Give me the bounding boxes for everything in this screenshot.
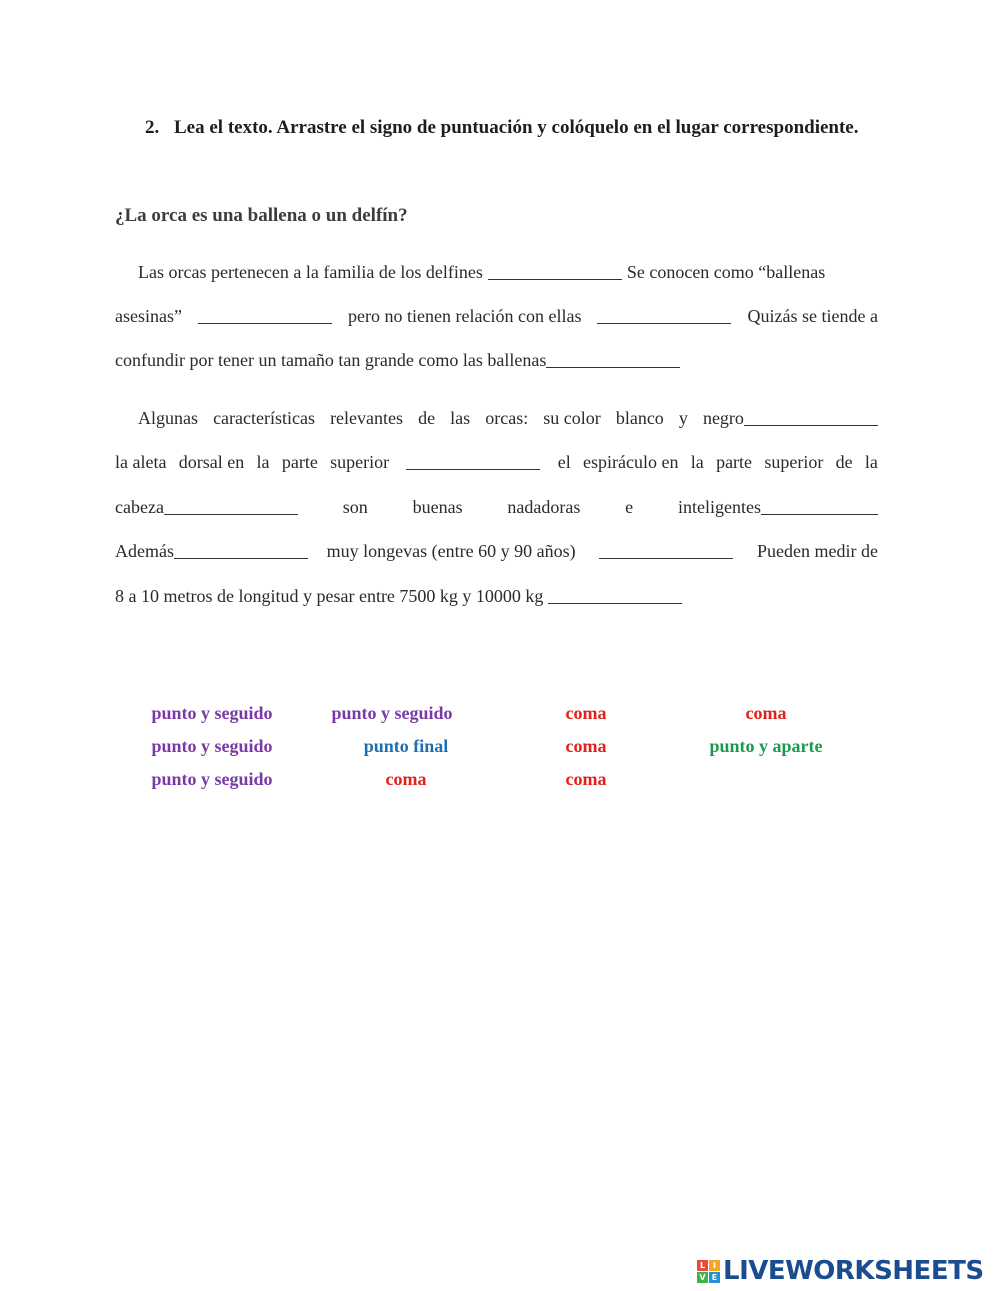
- p2-word: la: [864, 452, 878, 472]
- p2-word: Algunas: [138, 408, 198, 428]
- drag-item-coma[interactable]: coma: [565, 703, 607, 723]
- p2-word: su color: [543, 408, 601, 428]
- p2-word: la: [690, 452, 704, 472]
- p2-word: orcas:: [485, 408, 529, 428]
- p1-text: confundir por tener un tamaño tan grande como las ballenas: [115, 350, 547, 370]
- p2-word: superior: [764, 452, 824, 472]
- drag-item-punto-y-seguido[interactable]: punto y seguido: [151, 703, 273, 723]
- drop-blank[interactable]: [406, 468, 540, 470]
- badge-letter: E: [709, 1272, 720, 1283]
- p2-word: las: [450, 408, 471, 428]
- p2-text: 8 a 10 metros de longitud y pesar entre 7500 kg y 10000 kg: [115, 586, 544, 606]
- p2-word: buenas: [412, 497, 463, 517]
- p1-line-1: [115, 262, 878, 288]
- drop-blank[interactable]: [198, 322, 332, 324]
- drag-item-punto-y-seguido[interactable]: punto y seguido: [151, 769, 273, 789]
- live-badge-icon: [697, 1260, 720, 1283]
- p1-line-2: [115, 306, 878, 332]
- p2-word: negro: [702, 408, 744, 428]
- p2-word: la: [256, 452, 270, 472]
- drop-blank[interactable]: [164, 513, 298, 515]
- instruction: [145, 115, 880, 140]
- p2-word: la aleta: [115, 452, 167, 472]
- p2-word: cabeza: [115, 497, 164, 517]
- p1-text: pero no tienen relación con ellas: [348, 306, 582, 326]
- drop-blank[interactable]: [174, 557, 308, 559]
- p2-word: inteligentes: [677, 497, 761, 517]
- instruction-text: Lea el texto. Arrastre el signo de puntuación y colóquelo en el lugar correspondiente.: [174, 117, 859, 138]
- drag-item-punto-y-aparte[interactable]: punto y aparte: [709, 736, 823, 756]
- badge-letter: L: [697, 1260, 708, 1271]
- p2-line-4: [115, 541, 878, 567]
- p2-word: son: [342, 497, 368, 517]
- drag-item-coma[interactable]: coma: [745, 703, 787, 723]
- drop-blank[interactable]: [488, 278, 622, 280]
- p2-word: el: [557, 452, 571, 472]
- p2-word: relevantes: [330, 408, 404, 428]
- p2-word: y: [678, 408, 688, 428]
- badge-letter: V: [697, 1272, 708, 1283]
- p2-word: espiráculo en: [583, 452, 679, 472]
- p1-text: Las orcas pertenecen a la familia de los delfines: [138, 262, 483, 282]
- p2-word: e: [625, 497, 634, 517]
- p2-line-3: [115, 497, 878, 523]
- p2-word: características: [213, 408, 315, 428]
- logo-text: LIVEWORKSHEETS: [723, 1256, 984, 1286]
- drag-item-punto-y-seguido[interactable]: punto y seguido: [331, 703, 453, 723]
- p2-word: de: [418, 408, 436, 428]
- drop-blank[interactable]: [599, 557, 733, 559]
- drag-item-coma[interactable]: coma: [385, 769, 427, 789]
- p1-line-3: [115, 350, 878, 376]
- p2-text: muy longevas (entre 60 y 90 años): [326, 541, 576, 561]
- drop-blank[interactable]: [546, 366, 680, 368]
- text-title: ¿La orca es una ballena o un delfín?: [115, 205, 408, 226]
- p2-text: Pueden medir de: [757, 541, 878, 561]
- drag-item-punto-y-seguido[interactable]: punto y seguido: [151, 736, 273, 756]
- p1-text: Quizás se tiende a: [747, 306, 878, 326]
- drag-item-punto-final[interactable]: punto final: [363, 736, 449, 756]
- p2-word: de: [835, 452, 853, 472]
- drag-item-coma[interactable]: coma: [565, 769, 607, 789]
- instruction-number: 2.: [145, 117, 160, 138]
- drag-item-coma[interactable]: coma: [565, 736, 607, 756]
- p2-word: parte: [716, 452, 753, 472]
- p2-line-1: [115, 408, 878, 434]
- liveworksheets-logo: [697, 1255, 984, 1287]
- p1-text: asesinas”: [115, 306, 182, 326]
- badge-letter: I: [709, 1260, 720, 1271]
- p2-word: Además: [115, 541, 174, 561]
- p2-word: superior: [330, 452, 390, 472]
- p2-word: parte: [281, 452, 318, 472]
- p2-word: blanco: [615, 408, 664, 428]
- p2-line-5: [115, 586, 878, 612]
- p1-text: Se conocen como “ballenas: [626, 262, 826, 282]
- p2-line-2: [115, 452, 878, 478]
- drop-blank[interactable]: [597, 322, 731, 324]
- p2-word: dorsal en: [178, 452, 245, 472]
- p2-word: nadadoras: [507, 497, 581, 517]
- drop-blank[interactable]: [548, 602, 682, 604]
- drop-blank[interactable]: [744, 424, 878, 426]
- drop-blank[interactable]: [761, 513, 878, 515]
